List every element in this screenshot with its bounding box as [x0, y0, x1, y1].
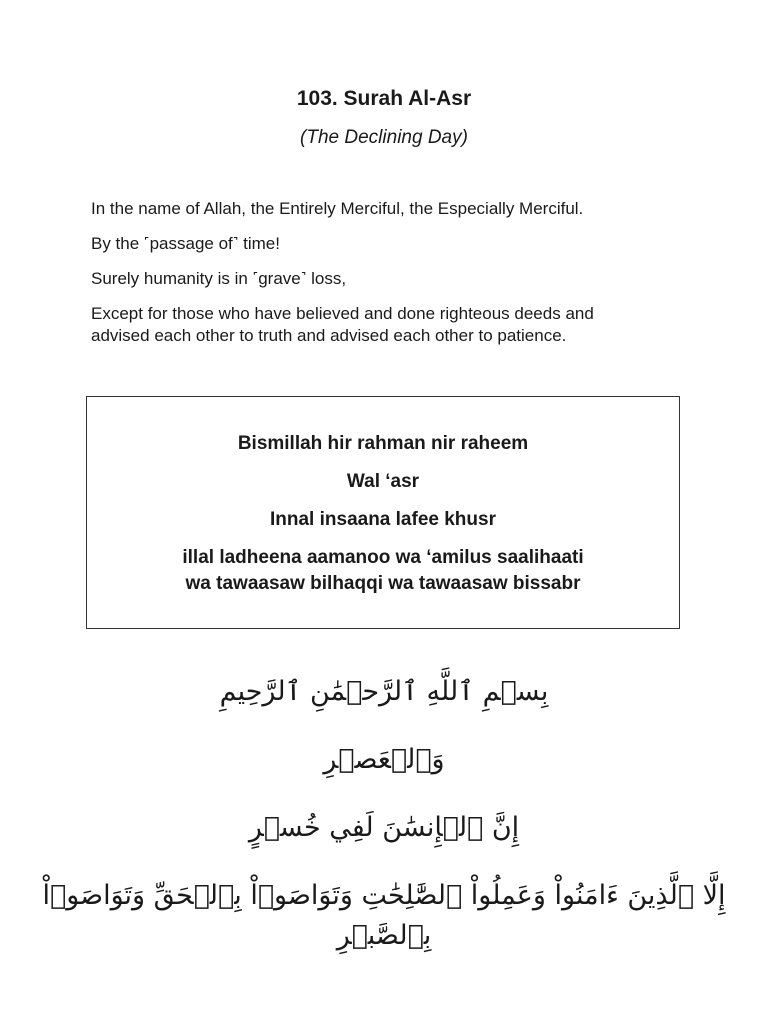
arabic-verse-1: بِسۡمِ ٱللَّهِ ٱلرَّحۡمَٰنِ ٱلرَّحِيمِ — [219, 676, 549, 707]
transliteration-line-2: Wal ‘asr — [346, 471, 420, 492]
transliteration-text — [87, 431, 679, 597]
arabic-verse-2: وَٱلۡعَصۡرِ — [323, 744, 445, 775]
translation-verse-4: Except for those who have believed and done righteous deeds and advised each other to truth and advised each other to patience. — [91, 304, 594, 345]
page-subtitle: (The Declining Day) — [300, 127, 468, 148]
transliteration-line-4b: wa tawaasaw bilhaqqi wa tawaasaw bissabr — [185, 573, 581, 594]
page-title: 103. Surah Al-Asr — [296, 87, 472, 110]
arabic-verse-4: إِلَّا ٱلَّذِينَ ءَامَنُواْ وَعَمِلُواْ ٱلصَّٰلِحَٰتِ وَتَوَاصَوۡاْ بِٱلۡحَقِّ وَتَوَاصَوۡاْ بِٱلصَّبۡرِ — [42, 880, 726, 951]
translation-verse-3: Surely humanity is in ˹grave˺ loss, — [91, 269, 347, 288]
translation-verse-2: By the ˹passage of˺ time! — [91, 234, 280, 253]
transliteration-line-4 — [87, 545, 679, 597]
transliteration-line-1: Bismillah hir rahman nir raheem — [237, 433, 529, 454]
transliteration-box — [86, 396, 680, 629]
arabic-verse-3: إِنَّ ٱلۡإِنسَٰنَ لَفِي خُسۡرٍ — [248, 812, 520, 843]
translation-section — [91, 198, 651, 360]
transliteration-line-3: Innal insaana lafee khusr — [270, 509, 496, 530]
translation-verse-1: In the name of Allah, the Entirely Merciful, the Especially Merciful. — [91, 199, 584, 218]
arabic-text-section — [0, 672, 768, 984]
transliteration-line-4a: illal ladheena aamanoo wa ‘amilus saalihaati — [182, 547, 584, 568]
